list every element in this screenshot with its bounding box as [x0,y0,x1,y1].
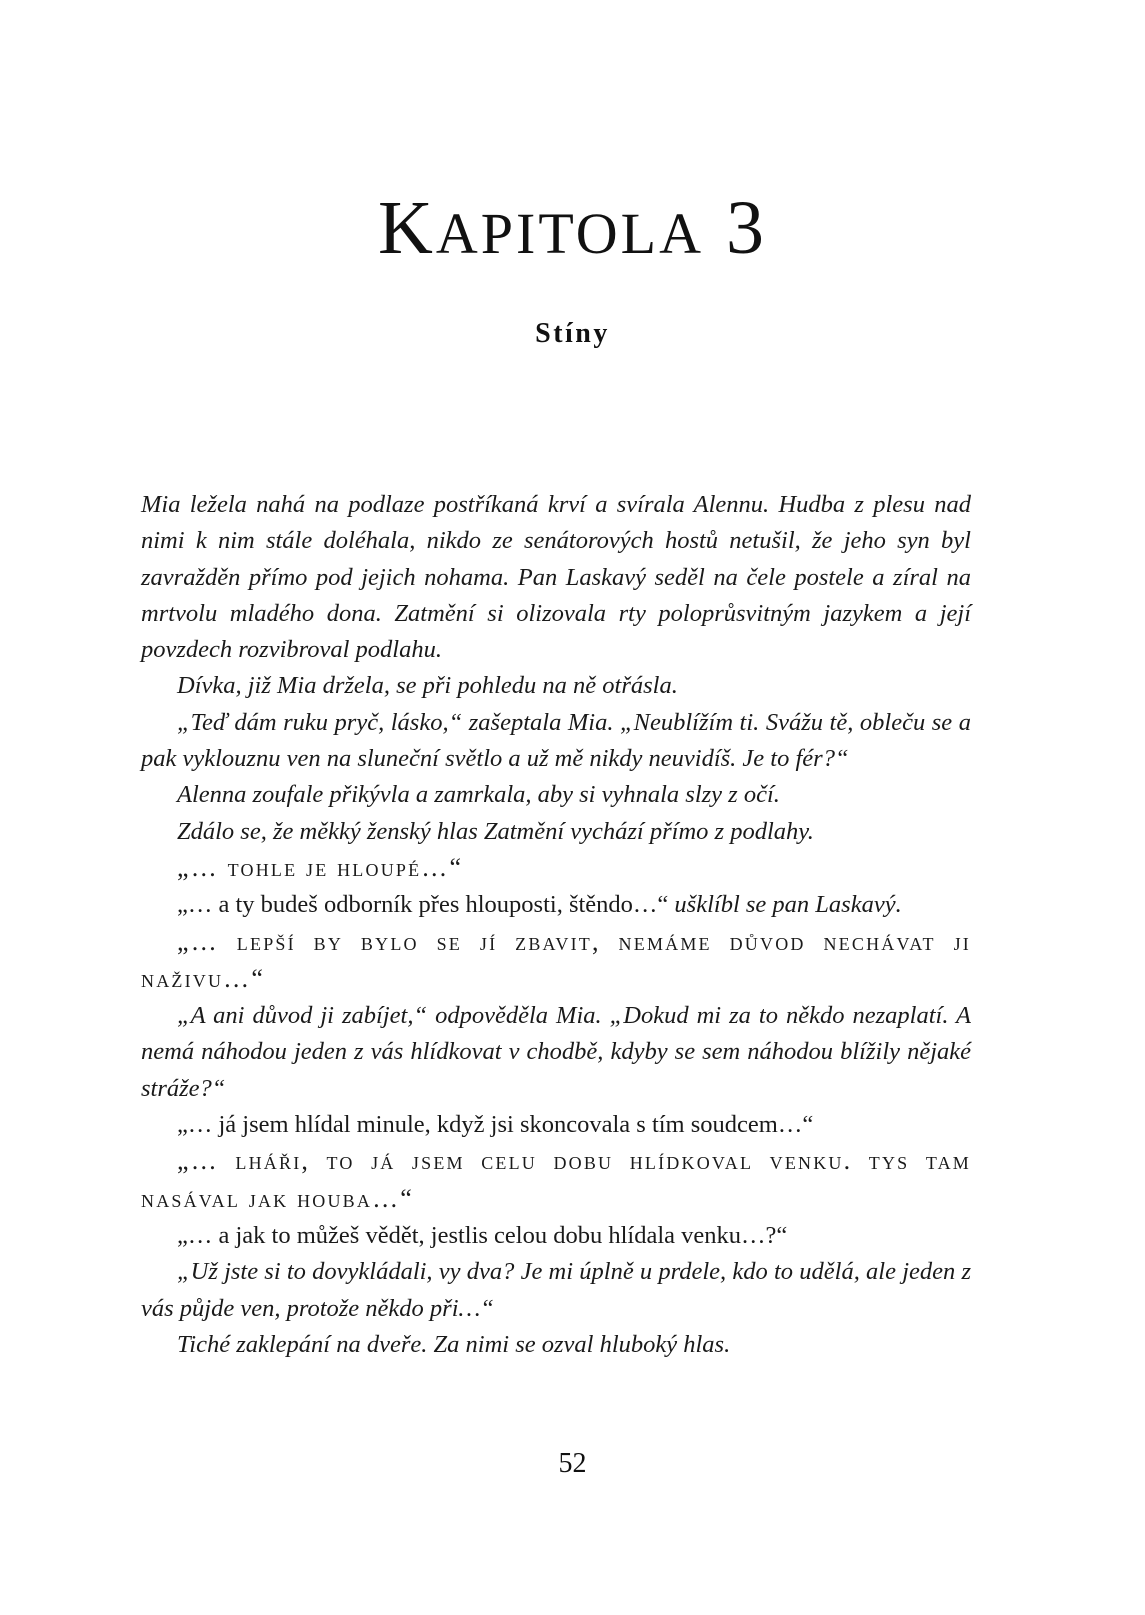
paragraph [141,850,971,887]
paragraph: Dívka, již Mia držela, se při pohledu na ně otřásla. [177,672,678,700]
paragraph: „… já jsem hlídal minule, když jsi skoncovala s tím soudcem…“ [177,1111,814,1139]
paragraph: „… a jak to můžeš vědět, jestlis celou dobu hlídala venku…?“ [177,1221,788,1249]
shadow-voice: „… tohle je hloupé…“ [177,852,464,882]
chapter-heading-part-2: LA [620,201,704,266]
paragraph: Tiché zaklepání na dveře. Za nimi se ozval hluboký hlas. [177,1330,731,1358]
paragraph [141,924,971,999]
shadow-voice: „… a ty budeš odborník přes hlouposti, štěndo…“ [177,891,669,919]
chapter-heading [0,186,1145,270]
page-number: 52 [558,1448,587,1479]
paragraph: „Teď dám ruku pryč, lásko,“ zašeptala Mia. „Neublížím ti. Svážu tě, obleču se a pak vyklouznu ven na sluneční světlo a už mě nikdy neuvidíš. Je to fér?“ [141,708,971,773]
paragraph: Mia ležela nahá na podlaze postříkaná krví a svírala Alennu. Hudba z plesu nad nimi k nim stále doléhala, nikdo ze senátorových hostů netušil, že jeho syn byl zavražděn přímo pod jejich nohama. Pan Laskavý seděl na čele postele a zíral na mrtvolu mladého dona. Zatmění si olizovala rty poloprůsvitným jazykem a její povzdech rozvibroval podlahu. [141,491,971,664]
paragraph: „Už jste si to dovykládali, vy dva? Je mi úplně u prdele, kdo to udělá, ale jeden z vás půjde ven, protože někdo při…“ [141,1258,971,1322]
chapter-heading-initial: K [378,186,436,270]
shadow-voice: „… lháři, to já jsem celu dobu hlídkoval venku. tys tam nasával jak houba…“ [141,1146,971,1213]
chapter-heading-o: O [575,201,621,266]
paragraph: Alenna zoufale přikývla a zamrkala, aby si vyhnala slzy z očí. [177,781,780,809]
narration: ušklíbl se pan Laskavý. [674,891,902,919]
paragraph [141,887,971,923]
chapter-number: 3 [725,186,767,270]
chapter-heading-part: APIT [435,201,576,266]
paragraph: „A ani důvod ji zabíjet,“ odpověděla Mia. „Dokud mi za to někdo nezaplatí. A nemá náhodou jeden z vás hlídkovat v chodbě, kdyby se sem náhodou blížily nějaké stráže?“ [141,1002,971,1102]
chapter-subtitle: Stíny [535,318,610,349]
paragraph: Zdálo se, že měkký ženský hlas Zatmění vychází přímo z podlahy. [177,817,814,845]
body-text [141,487,971,1363]
paragraph [141,1143,971,1218]
shadow-voice: „… lepší by bylo se jí zbavit, nemáme důvod nechávat ji naživu…“ [141,926,971,993]
